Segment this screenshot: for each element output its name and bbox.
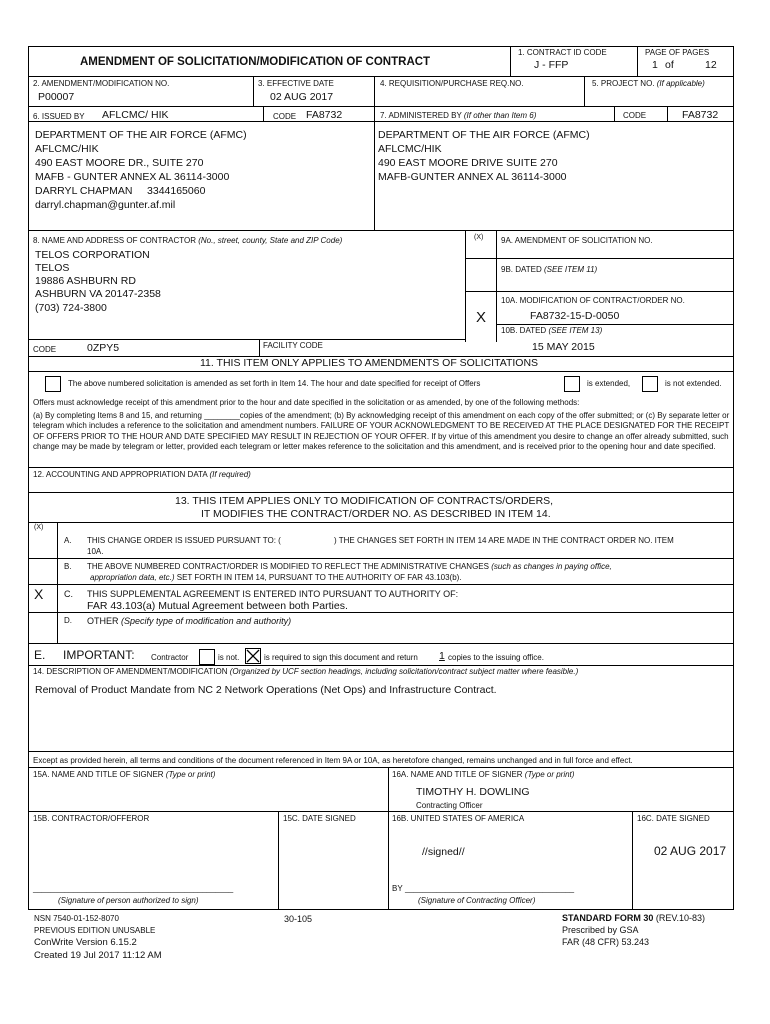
footer-form-number: 30-105	[284, 914, 313, 924]
requisition-label: 4. REQUISITION/PURCHASE REQ.NO.	[380, 79, 524, 88]
admin-address-line: MAFB-GUNTER ANNEX AL 36114-3000	[378, 171, 567, 183]
mod-contract-no-label: 10A. MODIFICATION OF CONTRACT/ORDER NO.	[501, 296, 685, 305]
item-b-text: THE ABOVE NUMBERED CONTRACT/ORDER IS MODIFIED TO REFLECT THE ADMINISTRATIVE CHANGES (such as changes in paying office,	[87, 562, 612, 571]
section-11-title: 11. THIS ITEM ONLY APPLIES TO AMENDMENTS OF SOLICITATIONS	[200, 357, 539, 369]
extended-checkbox[interactable]	[564, 376, 580, 392]
item-a-letter: A.	[64, 536, 72, 545]
box-10-check-mark[interactable]: X	[476, 309, 487, 326]
is-not-checkbox[interactable]	[199, 649, 215, 665]
footer-standard-form: STANDARD FORM 30 (REV.10-83)	[562, 913, 706, 923]
issuer-email: darryl.chapman@gunter.af.mil	[35, 199, 176, 211]
page-total: 12	[705, 59, 717, 71]
is-not-label: is not.	[218, 653, 240, 662]
footer-prescribed: Prescribed by GSA	[562, 925, 639, 935]
admin-code-label: CODE	[623, 111, 647, 120]
contractor-code-value: 0ZPY5	[87, 342, 120, 354]
item-a-text-cont: ) THE CHANGES SET FORTH IN ITEM 14 ARE MADE IN THE CONTRACT ORDER NO. ITEM	[334, 536, 674, 545]
issuer-code-label: CODE	[273, 112, 297, 121]
is-required-label: is required to sign this document and return	[264, 653, 418, 662]
page-of: of	[665, 59, 674, 71]
dated-10b-value: 15 MAY 2015	[532, 341, 595, 353]
issuer-address-line: DEPARTMENT OF THE AIR FORCE (AFMC)	[35, 129, 247, 141]
amendment-no-value: P00007	[38, 91, 75, 103]
form-title: AMENDMENT OF SOLICITATION/MODIFICATION OF CONTRACT	[80, 56, 431, 68]
contract-id-value: J - FFP	[534, 59, 569, 71]
description-value: Removal of Product Mandate from NC 2 Network Operations (Net Ops) and Infrastructure Contract.	[35, 684, 497, 696]
item-c-text: THIS SUPPLEMENTAL AGREEMENT IS ENTERED INTO PURSUANT TO AUTHORITY OF:	[87, 589, 459, 599]
x-column-label: (X)	[474, 234, 484, 241]
effective-date-value: 02 AUG 2017	[270, 91, 334, 103]
signature-line-16: ______________________________________	[405, 884, 575, 893]
conwrite-created: Created 19 Jul 2017 11:12 AM	[34, 950, 162, 961]
contract-id-label: 1. CONTRACT ID CODE	[518, 48, 607, 57]
admin-code-value: FA8732	[682, 109, 719, 121]
item-d-text: OTHER (Specify type of modification and authority)	[87, 616, 292, 626]
signature-16-caption: (Signature of Contracting Officer)	[418, 896, 536, 905]
admin-address-line: DEPARTMENT OF THE AIR FORCE (AFMC)	[378, 129, 590, 141]
signature-line-15: _____________________________________________	[33, 884, 234, 893]
copies-tail: copies to the issuing office.	[448, 653, 544, 662]
item-b-letter: B.	[64, 562, 72, 571]
contractor-code-label: CODE	[33, 345, 57, 354]
signer-16a-label: 16A. NAME AND TITLE OF SIGNER (Type or print)	[392, 770, 575, 779]
issuer-address-line: AFLCMC/HIK	[35, 143, 99, 155]
contractor-word: Contractor	[151, 653, 189, 662]
not-extended-checkbox[interactable]	[642, 376, 658, 392]
usa-16b-label: 16B. UNITED STATES OF AMERICA	[392, 814, 525, 823]
section-13-title-line2: IT MODIFIES THE CONTRACT/ORDER NO. AS DESCRIBED IN ITEM 14.	[201, 508, 551, 520]
conwrite-version: ConWrite Version 6.15.2	[34, 937, 137, 948]
date-signed-16c-label: 16C. DATE SIGNED	[637, 814, 710, 823]
signer-16a-name: TIMOTHY H. DOWLING	[416, 786, 530, 798]
is-required-checkbox[interactable]	[245, 648, 261, 664]
item-c-letter: C.	[64, 589, 73, 599]
footer-nsn: NSN 7540-01-152-8070	[34, 914, 119, 923]
issued-by-label: 6. ISSUED BY	[33, 112, 85, 121]
footer-previous-edition: PREVIOUS EDITION UNUSABLE	[34, 926, 156, 935]
issuer-code-value: FA8732	[306, 109, 343, 121]
solicitation-no-label: 9A. AMENDMENT OF SOLICITATION NO.	[501, 236, 653, 245]
page-number: 1	[652, 59, 658, 71]
section-13-x-label: (X)	[34, 524, 44, 531]
contractor-line: TELOS CORPORATION	[35, 249, 150, 261]
admin-address-line: 490 EAST MOORE DRIVE SUITE 270	[378, 157, 558, 169]
contractor-line: 19886 ASHBURN RD	[35, 275, 136, 287]
contractor-label: 8. NAME AND ADDRESS OF CONTRACTOR (No., street, county, State and ZIP Code)	[33, 236, 343, 245]
amended-checkbox[interactable]	[45, 376, 61, 392]
effective-date-label: 3. EFFECTIVE DATE	[258, 79, 334, 88]
dated-10b-label: 10B. DATED (SEE ITEM 13)	[501, 326, 603, 335]
contractor-offeror-label: 15B. CONTRACTOR/OFFEROR	[33, 814, 150, 823]
item-b-text-cont: appropriation data, etc.) SET FORTH IN ITEM 14, PURSUANT TO THE AUTHORITY OF FAR 43.103(b).	[90, 573, 462, 582]
item-e-letter: E.	[34, 648, 46, 662]
section-11-line2: Offers must acknowledge receipt of this amendment prior to the hour and date specified in the solicitation or as amended, by one of the following methods:	[33, 398, 580, 407]
date-signed-15c-label: 15C. DATE SIGNED	[283, 814, 356, 823]
description-label: 14. DESCRIPTION OF AMENDMENT/MODIFICATION (Organized by UCF section headings, including solicitation/contract subject matter where feasible.)	[33, 667, 579, 676]
dated-9b-label: 9B. DATED (SEE ITEM 11)	[501, 265, 598, 274]
signer-15a-label: 15A. NAME AND TITLE OF SIGNER (Type or print)	[33, 770, 216, 779]
item-a-text-10a: 10A.	[87, 547, 104, 556]
important-title: IMPORTANT:	[63, 648, 135, 662]
project-no-label: 5. PROJECT NO. (If applicable)	[592, 79, 705, 88]
amendment-no-label: 2. AMENDMENT/MODIFICATION NO.	[33, 79, 170, 88]
not-extended-label: is not extended.	[665, 379, 722, 388]
issuer-address-line: 490 EAST MOORE DR., SUITE 270	[35, 157, 204, 169]
signer-16a-title: Contracting Officer	[416, 801, 483, 810]
contractor-phone: (703) 724-3800	[35, 302, 107, 314]
section-11-line1: The above numbered solicitation is amended as set forth in Item 14. The hour and date specified for receipt of Offers	[68, 379, 481, 388]
item-d-letter: D.	[64, 616, 72, 625]
footer-far: FAR (48 CFR) 53.243	[562, 937, 650, 947]
copies-count: 1	[439, 650, 445, 662]
facility-code-label: FACILITY CODE	[263, 341, 323, 350]
section-11-instructions: (a) By completing Items 8 and 15, and returning ________copies of the amendment; (b) By acknowledging receipt of this amendment on each copy of the offer submitted; or (c) By separate letter or telegram which includes a reference to the solicitation and amendment numbers. FAILURE OF YOUR ACKNOWLEDGMENT TO BE RECEIVED AT THE PLACE DESIGNATED FOR THE RECEIPT OF OFFERS PRIOR TO THE HOUR AND DATE SPECIFIED MAY RESULT IN REJECTION OF YOUR OFFER. If by virtue of this amendment you desire to change an offer already submitted, such change may be made by telegram or letter, provided each telegram or letter makes reference to the solicitation and this amendment, and is received prior to the opening hour and date specified.	[33, 411, 730, 452]
signed-marker: //signed//	[422, 846, 465, 858]
accounting-data-label: 12. ACCOUNTING AND APPROPRIATION DATA (If required)	[33, 470, 251, 479]
contractor-line: ASHBURN VA 20147-2358	[35, 288, 161, 300]
extended-label: is extended,	[587, 379, 631, 388]
x-check-icon	[246, 649, 260, 663]
except-statement: Except as provided herein, all terms and conditions of the document referenced in Item 9A or 10A, as heretofore changed, remains unchanged and in full force and effect.	[33, 756, 633, 765]
section-13-title-line1: 13. THIS ITEM APPLIES ONLY TO MODIFICATION OF CONTRACTS/ORDERS,	[175, 495, 554, 507]
issued-by-value: AFLCMC/ HIK	[102, 109, 169, 121]
item-c-authority: FAR 43.103(a) Mutual Agreement between both Parties.	[87, 600, 348, 612]
date-signed-16c-value: 02 AUG 2017	[654, 844, 727, 858]
pages-label: PAGE OF PAGES	[645, 48, 710, 57]
mod-contract-no-value: FA8732-15-D-0050	[530, 310, 620, 322]
administered-by-label: 7. ADMINISTERED BY (If other than Item 6)	[380, 111, 537, 120]
contractor-line: TELOS	[35, 262, 70, 274]
admin-address-line: AFLCMC/HIK	[378, 143, 442, 155]
signature-15-caption: (Signature of person authorized to sign)	[58, 896, 199, 905]
item-c-check-mark[interactable]: X	[34, 586, 44, 602]
by-label: BY	[392, 884, 403, 893]
issuer-address-line: MAFB - GUNTER ANNEX AL 36114-3000	[35, 171, 230, 183]
item-a-text: THIS CHANGE ORDER IS ISSUED PURSUANT TO: (	[87, 536, 281, 545]
issuer-address-line: DARRYL CHAPMAN 3344165060	[35, 185, 206, 197]
